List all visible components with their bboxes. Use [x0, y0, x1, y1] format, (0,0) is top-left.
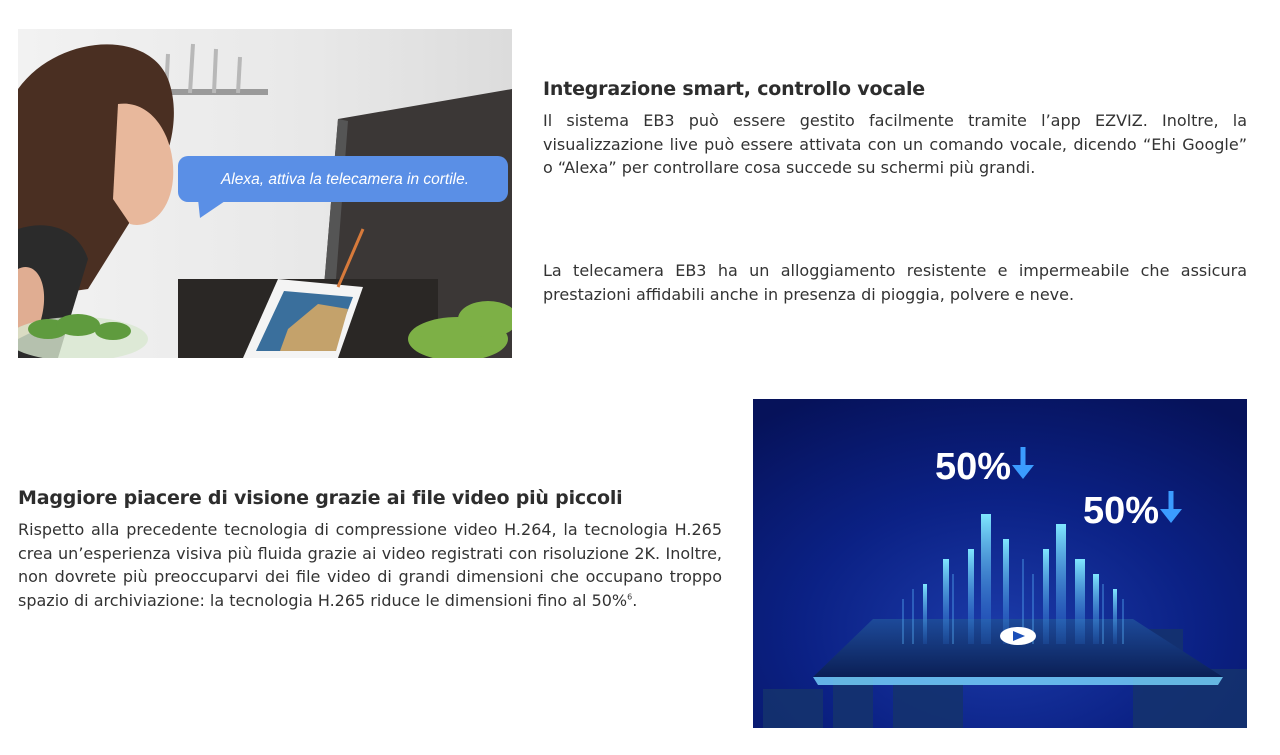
smart-integration-heading: Integrazione smart, controllo vocale: [543, 78, 925, 100]
reduction-label-top: 50%: [934, 446, 1012, 488]
footnote-marker: 6: [627, 592, 633, 602]
h265-compression-image: [753, 399, 1247, 728]
h265-paragraph-text: Rispetto alla precedente tecnologia di compressione video H.264, la tecnologia H.265 crea un’esperienza visiva più fluida grazie ai video registrati con risoluzione 2K. Inoltre, non dovrete più preoccuparvi dei file video di grandi dimensioni che occupano troppo spazio di archiviazione: la tecnologia H.265 riduce le dimensioni fino al 50%: [18, 520, 722, 610]
weather-resistance-paragraph: La telecamera EB3 ha un alloggiamento resistente e impermeabile che assicura prestazioni affidabili anche in presenza di pioggia, polvere e neve.: [543, 261, 1247, 304]
smart-integration-paragraph: Il sistema EB3 può essere gestito facilmente tramite l’app EZVIZ. Inoltre, la visualizzazione live può essere attivata con un comando vocale, dicendo “Ehi Google” o “Alexa” per controllare cosa succede su schermi più grandi.: [543, 111, 1247, 177]
smart-integration-section: [543, 76, 1247, 180]
h265-paragraph-end: .: [632, 590, 638, 610]
reduction-label-right: 50%: [1082, 490, 1160, 532]
voice-control-image: [18, 29, 512, 358]
h265-paragraph: [18, 518, 722, 612]
voice-bubble-text: Alexa, attiva la telecamera in cortile.: [220, 171, 470, 188]
h265-section: [18, 485, 722, 612]
h265-heading: Maggiore piacere di visione grazie ai file video più piccoli: [18, 487, 623, 509]
weather-resistance-section: [543, 259, 1247, 306]
